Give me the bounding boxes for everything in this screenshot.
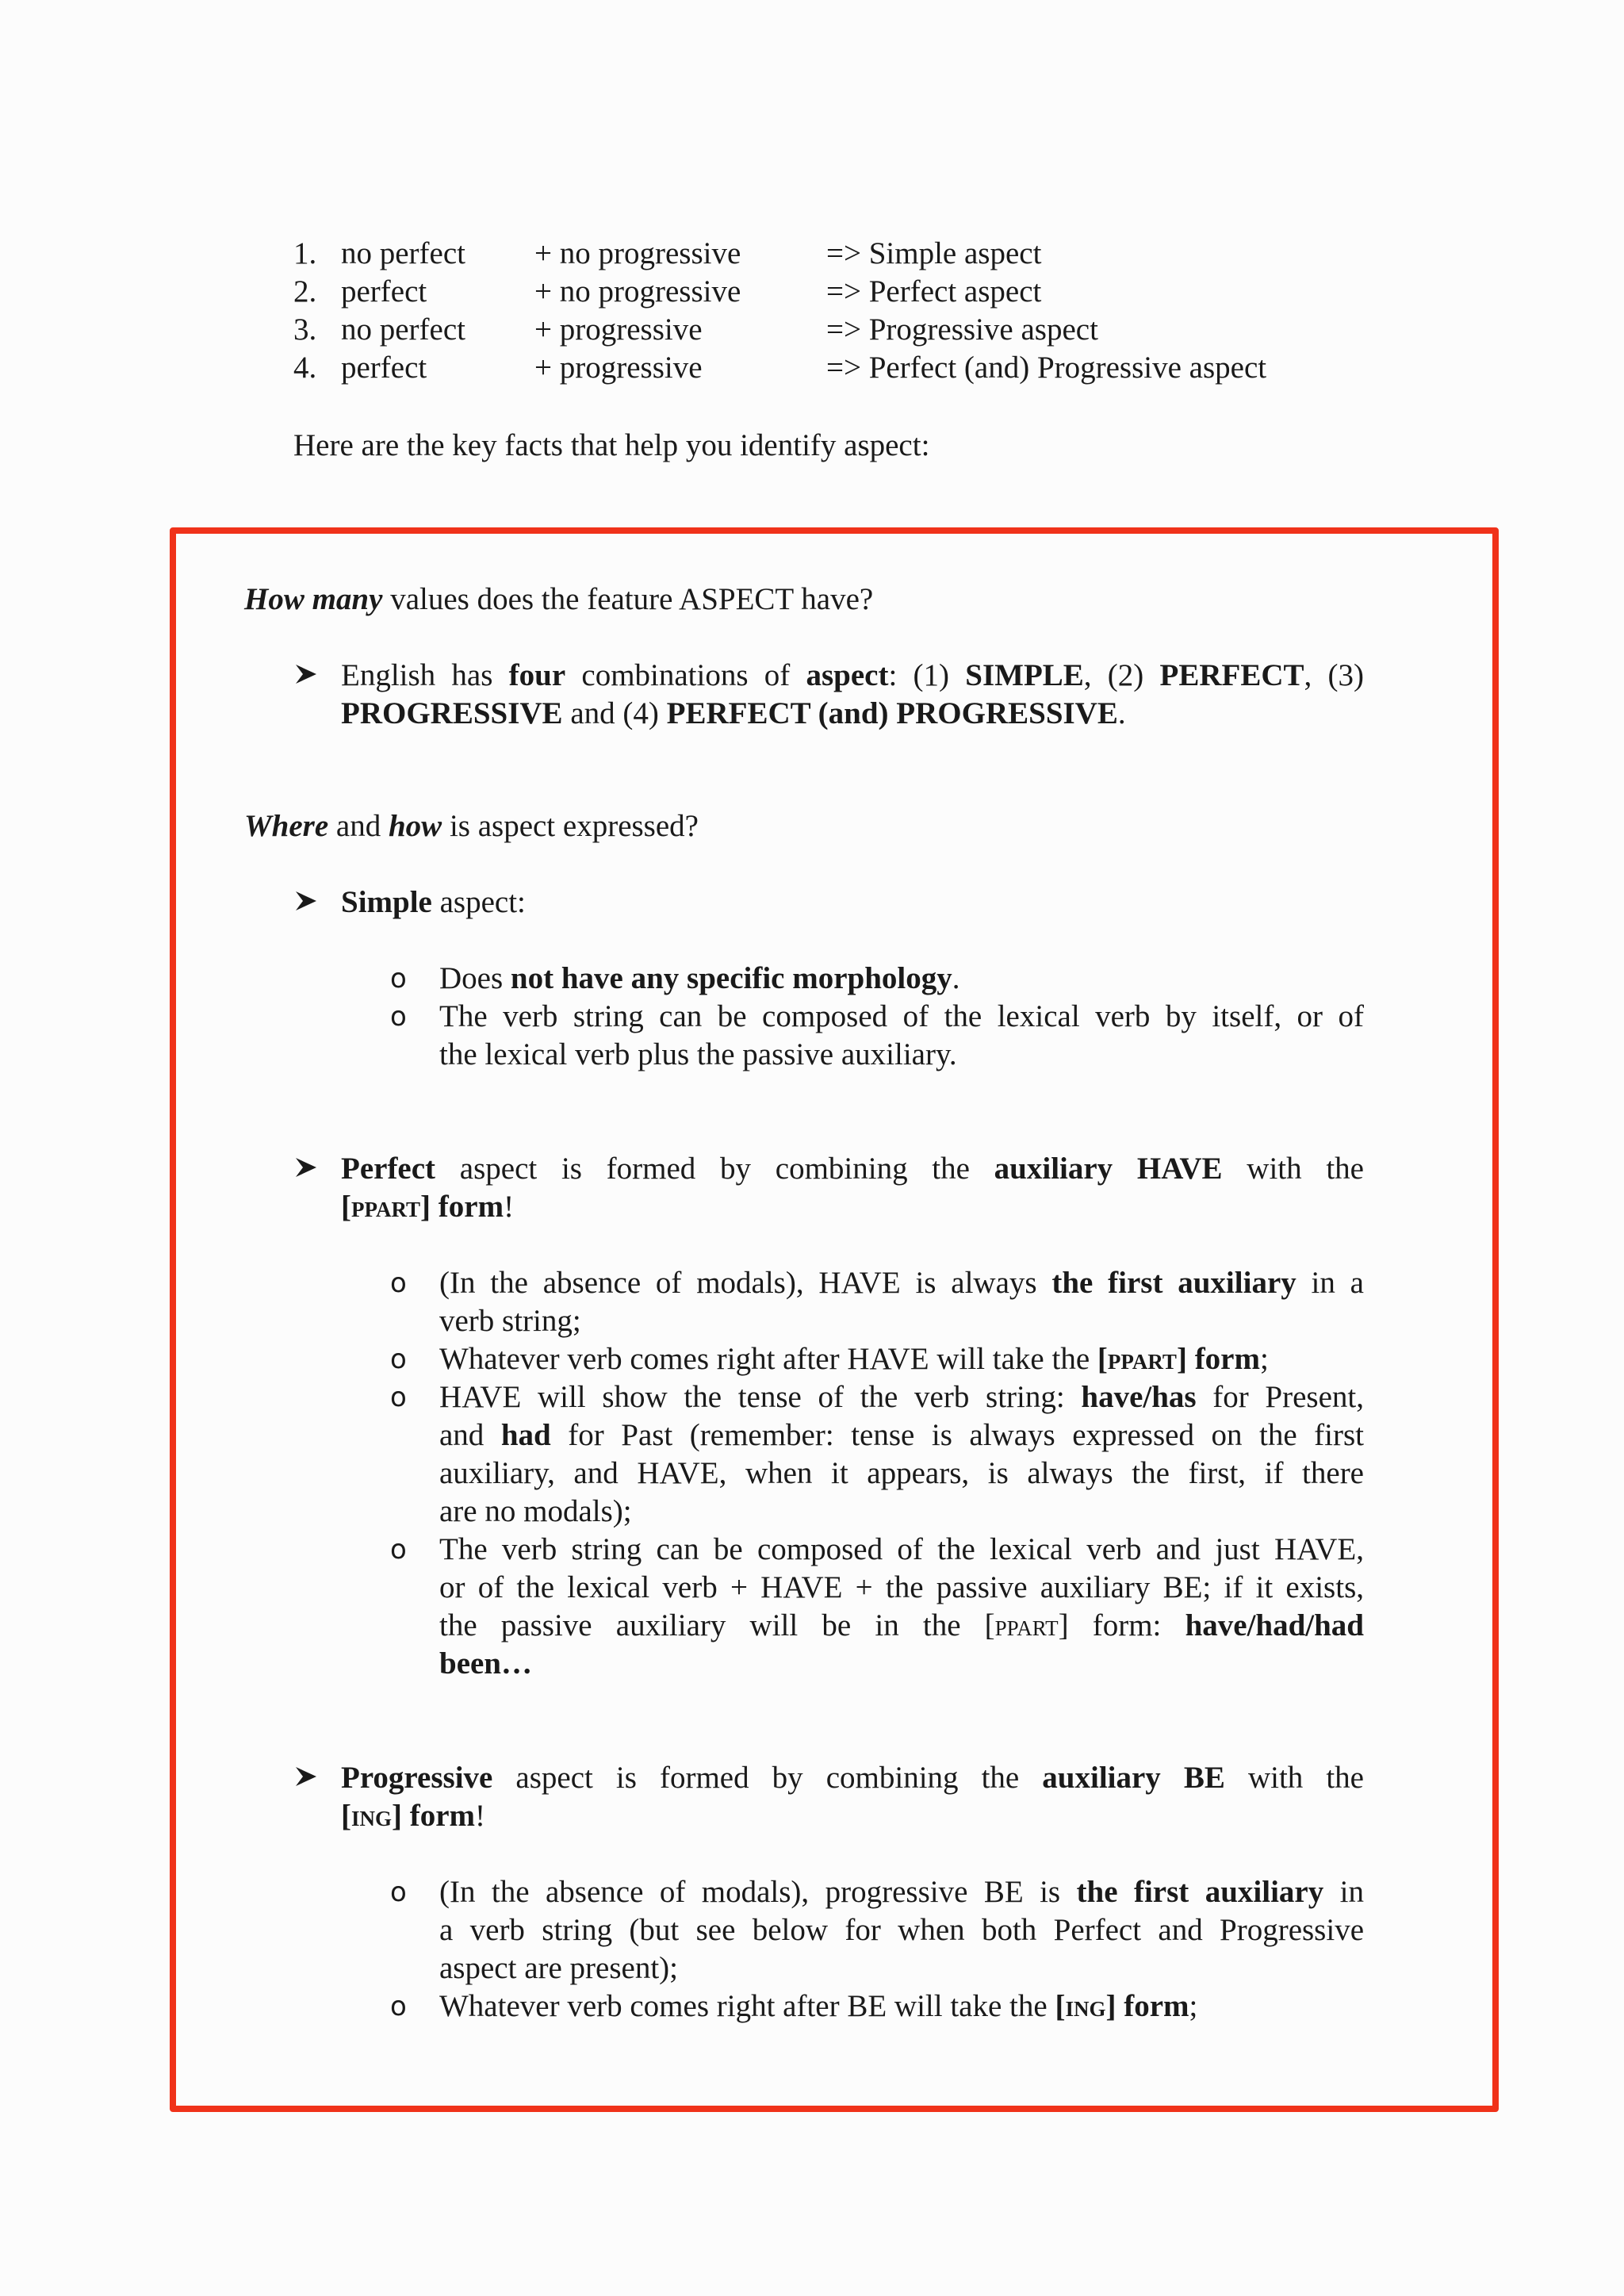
bullet-line: PROGRESSIVE and (4) PERFECT (and) PROGRESSIVE. bbox=[341, 696, 1126, 730]
circle-bullet-icon: o bbox=[390, 1382, 407, 1413]
question-emphasis: How many bbox=[244, 582, 383, 616]
question-text: values does the feature ASPECT have? bbox=[382, 582, 874, 616]
question-where-how: Where and how is aspect expressed? bbox=[244, 809, 699, 843]
list-perfect: no perfect bbox=[341, 236, 465, 270]
list-progressive: + progressive bbox=[534, 312, 703, 347]
list-result: => Simple aspect bbox=[826, 236, 1042, 270]
circle-bullet-icon: o bbox=[390, 1534, 407, 1566]
perfect-point-composition: The verb string can be composed of the lexical verb and just HAVE, or of the lexical verb + HAVE + the passive auxiliary BE; if it exists, the passive auxiliary will be in the [ppart] form: have/had/had been… bbox=[439, 1532, 1364, 1681]
perfect-point-tense: HAVE will show the tense of the verb string: have/has for Present, and had for Past (remember: tense is always expressed on the first auxiliary, and HAVE, when it appears, is always the first, if there are no modals); bbox=[439, 1380, 1365, 1528]
arrowhead-bullet-icon bbox=[293, 1155, 319, 1180]
arrowhead-bullet-icon bbox=[293, 1764, 319, 1789]
list-number: 4. bbox=[293, 351, 317, 385]
bullet-line: English has four combinations of aspect: (1) SIMPLE, (2) PERFECT, (3) bbox=[341, 658, 1364, 692]
perfect-point-ppart: Whatever verb comes right after HAVE will take the [ppart] form; bbox=[439, 1342, 1269, 1376]
list-number: 3. bbox=[293, 312, 317, 347]
list-result: => Progressive aspect bbox=[826, 312, 1098, 347]
list-result: => Perfect aspect bbox=[826, 274, 1042, 309]
circle-bullet-icon: o bbox=[390, 1001, 407, 1033]
simple-point-morphology: Does not have any specific morphology. bbox=[439, 961, 960, 995]
list-progressive: + progressive bbox=[534, 351, 703, 385]
simple-point-composition: The verb string can be composed of the lexical verb by itself, or of the lexical verb plus the passive auxiliary. bbox=[439, 999, 1364, 1071]
progressive-point-ing: Whatever verb comes right after BE will take the [ing] form; bbox=[439, 1989, 1198, 2023]
circle-bullet-icon: o bbox=[390, 1876, 407, 1908]
arrowhead-bullet-icon bbox=[293, 661, 319, 687]
intro-text: Here are the key facts that help you identify aspect: bbox=[293, 428, 930, 462]
question-how-many bbox=[244, 581, 873, 619]
simple-aspect-heading: Simple aspect: bbox=[341, 885, 526, 919]
list-perfect: perfect bbox=[341, 351, 427, 385]
arrowhead-bullet-icon bbox=[293, 888, 319, 914]
list-perfect: perfect bbox=[341, 274, 427, 309]
list-progressive: + no progressive bbox=[534, 274, 741, 309]
circle-bullet-icon: o bbox=[390, 1991, 407, 2022]
perfect-aspect-heading: Perfect aspect is formed by combining the auxiliary HAVE with the [ppart] form! bbox=[341, 1152, 1364, 1224]
bullet-four-combinations bbox=[341, 657, 1364, 733]
progressive-point-first-auxiliary: (In the absence of modals), progressive BE is the first auxiliary in a verb string (but see below for when both Perfect and Progressive aspect are present); bbox=[439, 1875, 1364, 1985]
list-perfect: no perfect bbox=[341, 312, 465, 347]
circle-bullet-icon: o bbox=[390, 1267, 407, 1299]
circle-bullet-icon: o bbox=[390, 1343, 407, 1375]
list-result: => Perfect (and) Progressive aspect bbox=[826, 351, 1267, 385]
list-number: 1. bbox=[293, 236, 317, 270]
perfect-point-first-auxiliary: (In the absence of modals), HAVE is always the first auxiliary in a verb string; bbox=[439, 1266, 1364, 1338]
progressive-aspect-heading: Progressive aspect is formed by combining the auxiliary BE with the [ing] form! bbox=[341, 1761, 1364, 1833]
list-progressive: + no progressive bbox=[534, 236, 741, 270]
circle-bullet-icon: o bbox=[390, 963, 407, 995]
list-number: 2. bbox=[293, 274, 317, 309]
